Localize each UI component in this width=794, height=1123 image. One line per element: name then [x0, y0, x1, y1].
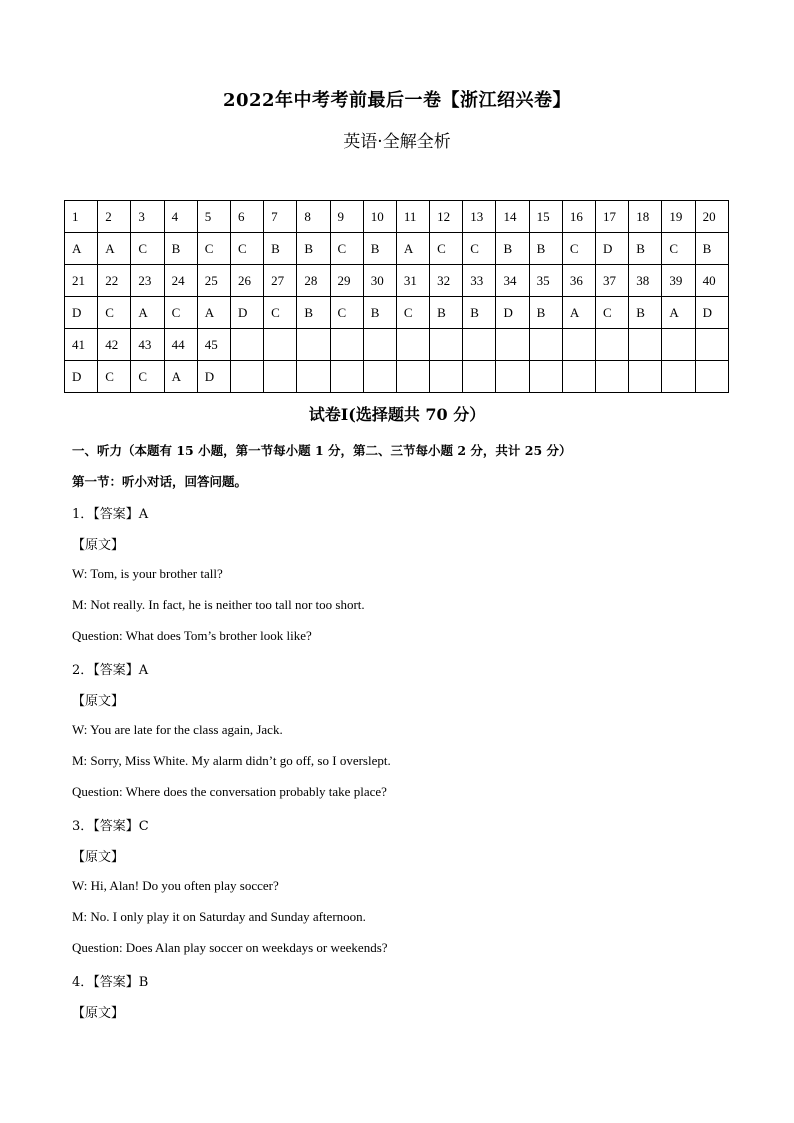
- answer-table-cell: 16: [562, 201, 595, 233]
- answer-table-cell: B: [529, 297, 562, 329]
- answer-table-cell: [496, 329, 529, 361]
- answer-table-cell: C: [230, 233, 263, 265]
- answer-table-cell: A: [662, 297, 695, 329]
- answer-table-cell: [430, 361, 463, 393]
- answer-table-cell: [230, 329, 263, 361]
- answer-table-cell: D: [65, 361, 98, 393]
- answer-table-cell: [695, 329, 728, 361]
- answer-table-cell: B: [430, 297, 463, 329]
- answer-table-cell: D: [65, 297, 98, 329]
- answer-table-cell: [662, 361, 695, 393]
- answer-table-cell: B: [629, 233, 662, 265]
- answer-table-cell: [596, 361, 629, 393]
- answer-table-cell: A: [164, 361, 197, 393]
- answer-table-cell: 5: [197, 201, 230, 233]
- answer-table-cell: [562, 361, 595, 393]
- answer-table-cell: 31: [396, 265, 429, 297]
- source-label: 【原文】: [72, 538, 125, 553]
- answer-table-cell: B: [496, 233, 529, 265]
- answer-table-row: [65, 329, 729, 361]
- source-label: 【原文】: [72, 694, 125, 709]
- answer-table-cell: A: [98, 233, 131, 265]
- answer-table-cell: C: [430, 233, 463, 265]
- answer-table-row: [65, 201, 729, 233]
- transcript-line: M: No. I only play it on Saturday and Sunday afternoon.: [72, 909, 366, 924]
- answer-table-cell: 4: [164, 201, 197, 233]
- answer-table-cell: 6: [230, 201, 263, 233]
- answer-table-row: [65, 361, 729, 393]
- answer-table-cell: C: [463, 233, 496, 265]
- answer-table-cell: 30: [363, 265, 396, 297]
- answer-table-cell: [363, 329, 396, 361]
- transcript-line: Question: Does Alan play soccer on weekdays or weekends?: [72, 940, 388, 955]
- answer-table-cell: C: [98, 361, 131, 393]
- answer-table-cell: 24: [164, 265, 197, 297]
- answer-table-cell: A: [197, 297, 230, 329]
- answer-table-cell: 35: [529, 265, 562, 297]
- transcript-line: Question: What does Tom’s brother look like?: [72, 628, 312, 643]
- answer-table-cell: 21: [65, 265, 98, 297]
- answer-table-cell: A: [65, 233, 98, 265]
- answer-table-cell: 20: [695, 201, 728, 233]
- answer-table-cell: 10: [363, 201, 396, 233]
- answer-table-cell: [463, 329, 496, 361]
- answer-table-cell: [463, 361, 496, 393]
- answer-table-cell: 14: [496, 201, 529, 233]
- answer-table-cell: C: [396, 297, 429, 329]
- answer-table-cell: [330, 329, 363, 361]
- answer-table-cell: D: [695, 297, 728, 329]
- answer-table-cell: 27: [264, 265, 297, 297]
- answer-table-cell: 29: [330, 265, 363, 297]
- answer-table-cell: C: [596, 297, 629, 329]
- answer-table-cell: [330, 361, 363, 393]
- answer-table-cell: A: [562, 297, 595, 329]
- answer-table-cell: 26: [230, 265, 263, 297]
- answer-line: 1．【答案】A: [72, 507, 149, 522]
- answer-table-cell: D: [496, 297, 529, 329]
- page-subtitle: 英语·全解全析: [343, 132, 451, 152]
- answer-table-cell: 34: [496, 265, 529, 297]
- answer-table-cell: C: [131, 233, 164, 265]
- answer-table-row: [65, 233, 729, 265]
- part-heading: 一、听力（本题有 15 小题，第一节每小题 1 分，第二、三节每小题 2 分，共计 25 分）: [72, 443, 572, 458]
- answer-table-cell: 33: [463, 265, 496, 297]
- answer-table-cell: [363, 361, 396, 393]
- answer-table-cell: 11: [396, 201, 429, 233]
- answer-table-cell: B: [363, 233, 396, 265]
- answer-table-cell: [396, 361, 429, 393]
- transcript-line: W: You are late for the class again, Jack.: [72, 722, 283, 737]
- answer-table-cell: 12: [430, 201, 463, 233]
- answer-table-cell: C: [98, 297, 131, 329]
- answer-table-cell: D: [197, 361, 230, 393]
- answer-table-cell: C: [330, 233, 363, 265]
- answer-table-cell: 2: [98, 201, 131, 233]
- answer-table-cell: B: [264, 233, 297, 265]
- answer-table-cell: A: [131, 297, 164, 329]
- answer-table-cell: 44: [164, 329, 197, 361]
- answer-table-cell: 45: [197, 329, 230, 361]
- source-label: 【原文】: [72, 850, 125, 865]
- answer-table-cell: [662, 329, 695, 361]
- answer-table-cell: B: [297, 297, 330, 329]
- transcript-line: M: Sorry, Miss White. My alarm didn’t go off, so I overslept.: [72, 753, 391, 768]
- answer-table-cell: B: [363, 297, 396, 329]
- answer-table-cell: 43: [131, 329, 164, 361]
- answer-table-cell: 23: [131, 265, 164, 297]
- transcript-line: W: Tom, is your brother tall?: [72, 566, 223, 581]
- answer-table-cell: [297, 329, 330, 361]
- answer-table-row: [65, 265, 729, 297]
- answer-table-cell: C: [131, 361, 164, 393]
- answer-table-cell: 7: [264, 201, 297, 233]
- answer-table-cell: [496, 361, 529, 393]
- answer-table-row: [65, 297, 729, 329]
- answer-table-cell: 1: [65, 201, 98, 233]
- answer-table-cell: [230, 361, 263, 393]
- answer-table-cell: [529, 361, 562, 393]
- answer-line: 3．【答案】C: [72, 819, 149, 834]
- answer-table-cell: 3: [131, 201, 164, 233]
- page-title: 2022年中考考前最后一卷【浙江绍兴卷】: [222, 90, 572, 111]
- answer-table-cell: 38: [629, 265, 662, 297]
- answer-table-cell: [695, 361, 728, 393]
- answer-table-cell: 22: [98, 265, 131, 297]
- answer-line: 4．【答案】B: [72, 975, 149, 990]
- answer-table-cell: C: [164, 297, 197, 329]
- answer-table-cell: A: [396, 233, 429, 265]
- answer-table-cell: D: [596, 233, 629, 265]
- answer-table-cell: B: [529, 233, 562, 265]
- answer-table-cell: 8: [297, 201, 330, 233]
- section-title: 试卷I(选择题共 70 分）: [308, 405, 486, 424]
- answer-table-cell: [629, 329, 662, 361]
- answer-table-cell: [297, 361, 330, 393]
- answer-table-cell: [596, 329, 629, 361]
- answer-table-cell: 13: [463, 201, 496, 233]
- answer-table-cell: 18: [629, 201, 662, 233]
- answer-table-cell: B: [629, 297, 662, 329]
- transcript-line: W: Hi, Alan! Do you often play soccer?: [72, 878, 279, 893]
- answer-table-cell: C: [197, 233, 230, 265]
- answer-table-cell: 41: [65, 329, 98, 361]
- answer-table-cell: [629, 361, 662, 393]
- answer-table-cell: [430, 329, 463, 361]
- answer-table: [64, 200, 729, 393]
- answer-table-cell: 15: [529, 201, 562, 233]
- transcript-line: M: Not really. In fact, he is neither too tall nor too short.: [72, 597, 365, 612]
- answer-table-cell: C: [662, 233, 695, 265]
- answer-table-cell: C: [264, 297, 297, 329]
- answer-table-cell: 17: [596, 201, 629, 233]
- answer-table-cell: 32: [430, 265, 463, 297]
- answer-table-cell: [264, 329, 297, 361]
- transcript-line: Question: Where does the conversation probably take place?: [72, 784, 387, 799]
- answer-table-cell: D: [230, 297, 263, 329]
- sub-heading: 第一节：听小对话，回答问题。: [72, 474, 248, 489]
- answer-table-cell: 39: [662, 265, 695, 297]
- answer-table-cell: B: [463, 297, 496, 329]
- answer-table-cell: 28: [297, 265, 330, 297]
- answer-table-cell: [264, 361, 297, 393]
- answer-table-cell: 25: [197, 265, 230, 297]
- source-label: 【原文】: [72, 1006, 125, 1021]
- answer-table-cell: C: [562, 233, 595, 265]
- answer-table-cell: 9: [330, 201, 363, 233]
- answer-table-cell: C: [330, 297, 363, 329]
- answer-table-cell: 19: [662, 201, 695, 233]
- answer-table-cell: 36: [562, 265, 595, 297]
- answer-table-cell: B: [695, 233, 728, 265]
- answer-table-cell: 37: [596, 265, 629, 297]
- answer-table-cell: B: [297, 233, 330, 265]
- answer-table-cell: [562, 329, 595, 361]
- answer-table-cell: 40: [695, 265, 728, 297]
- answer-line: 2．【答案】A: [72, 663, 149, 678]
- answer-table-cell: [396, 329, 429, 361]
- answer-table-cell: 42: [98, 329, 131, 361]
- answer-table-cell: B: [164, 233, 197, 265]
- answer-table-cell: [529, 329, 562, 361]
